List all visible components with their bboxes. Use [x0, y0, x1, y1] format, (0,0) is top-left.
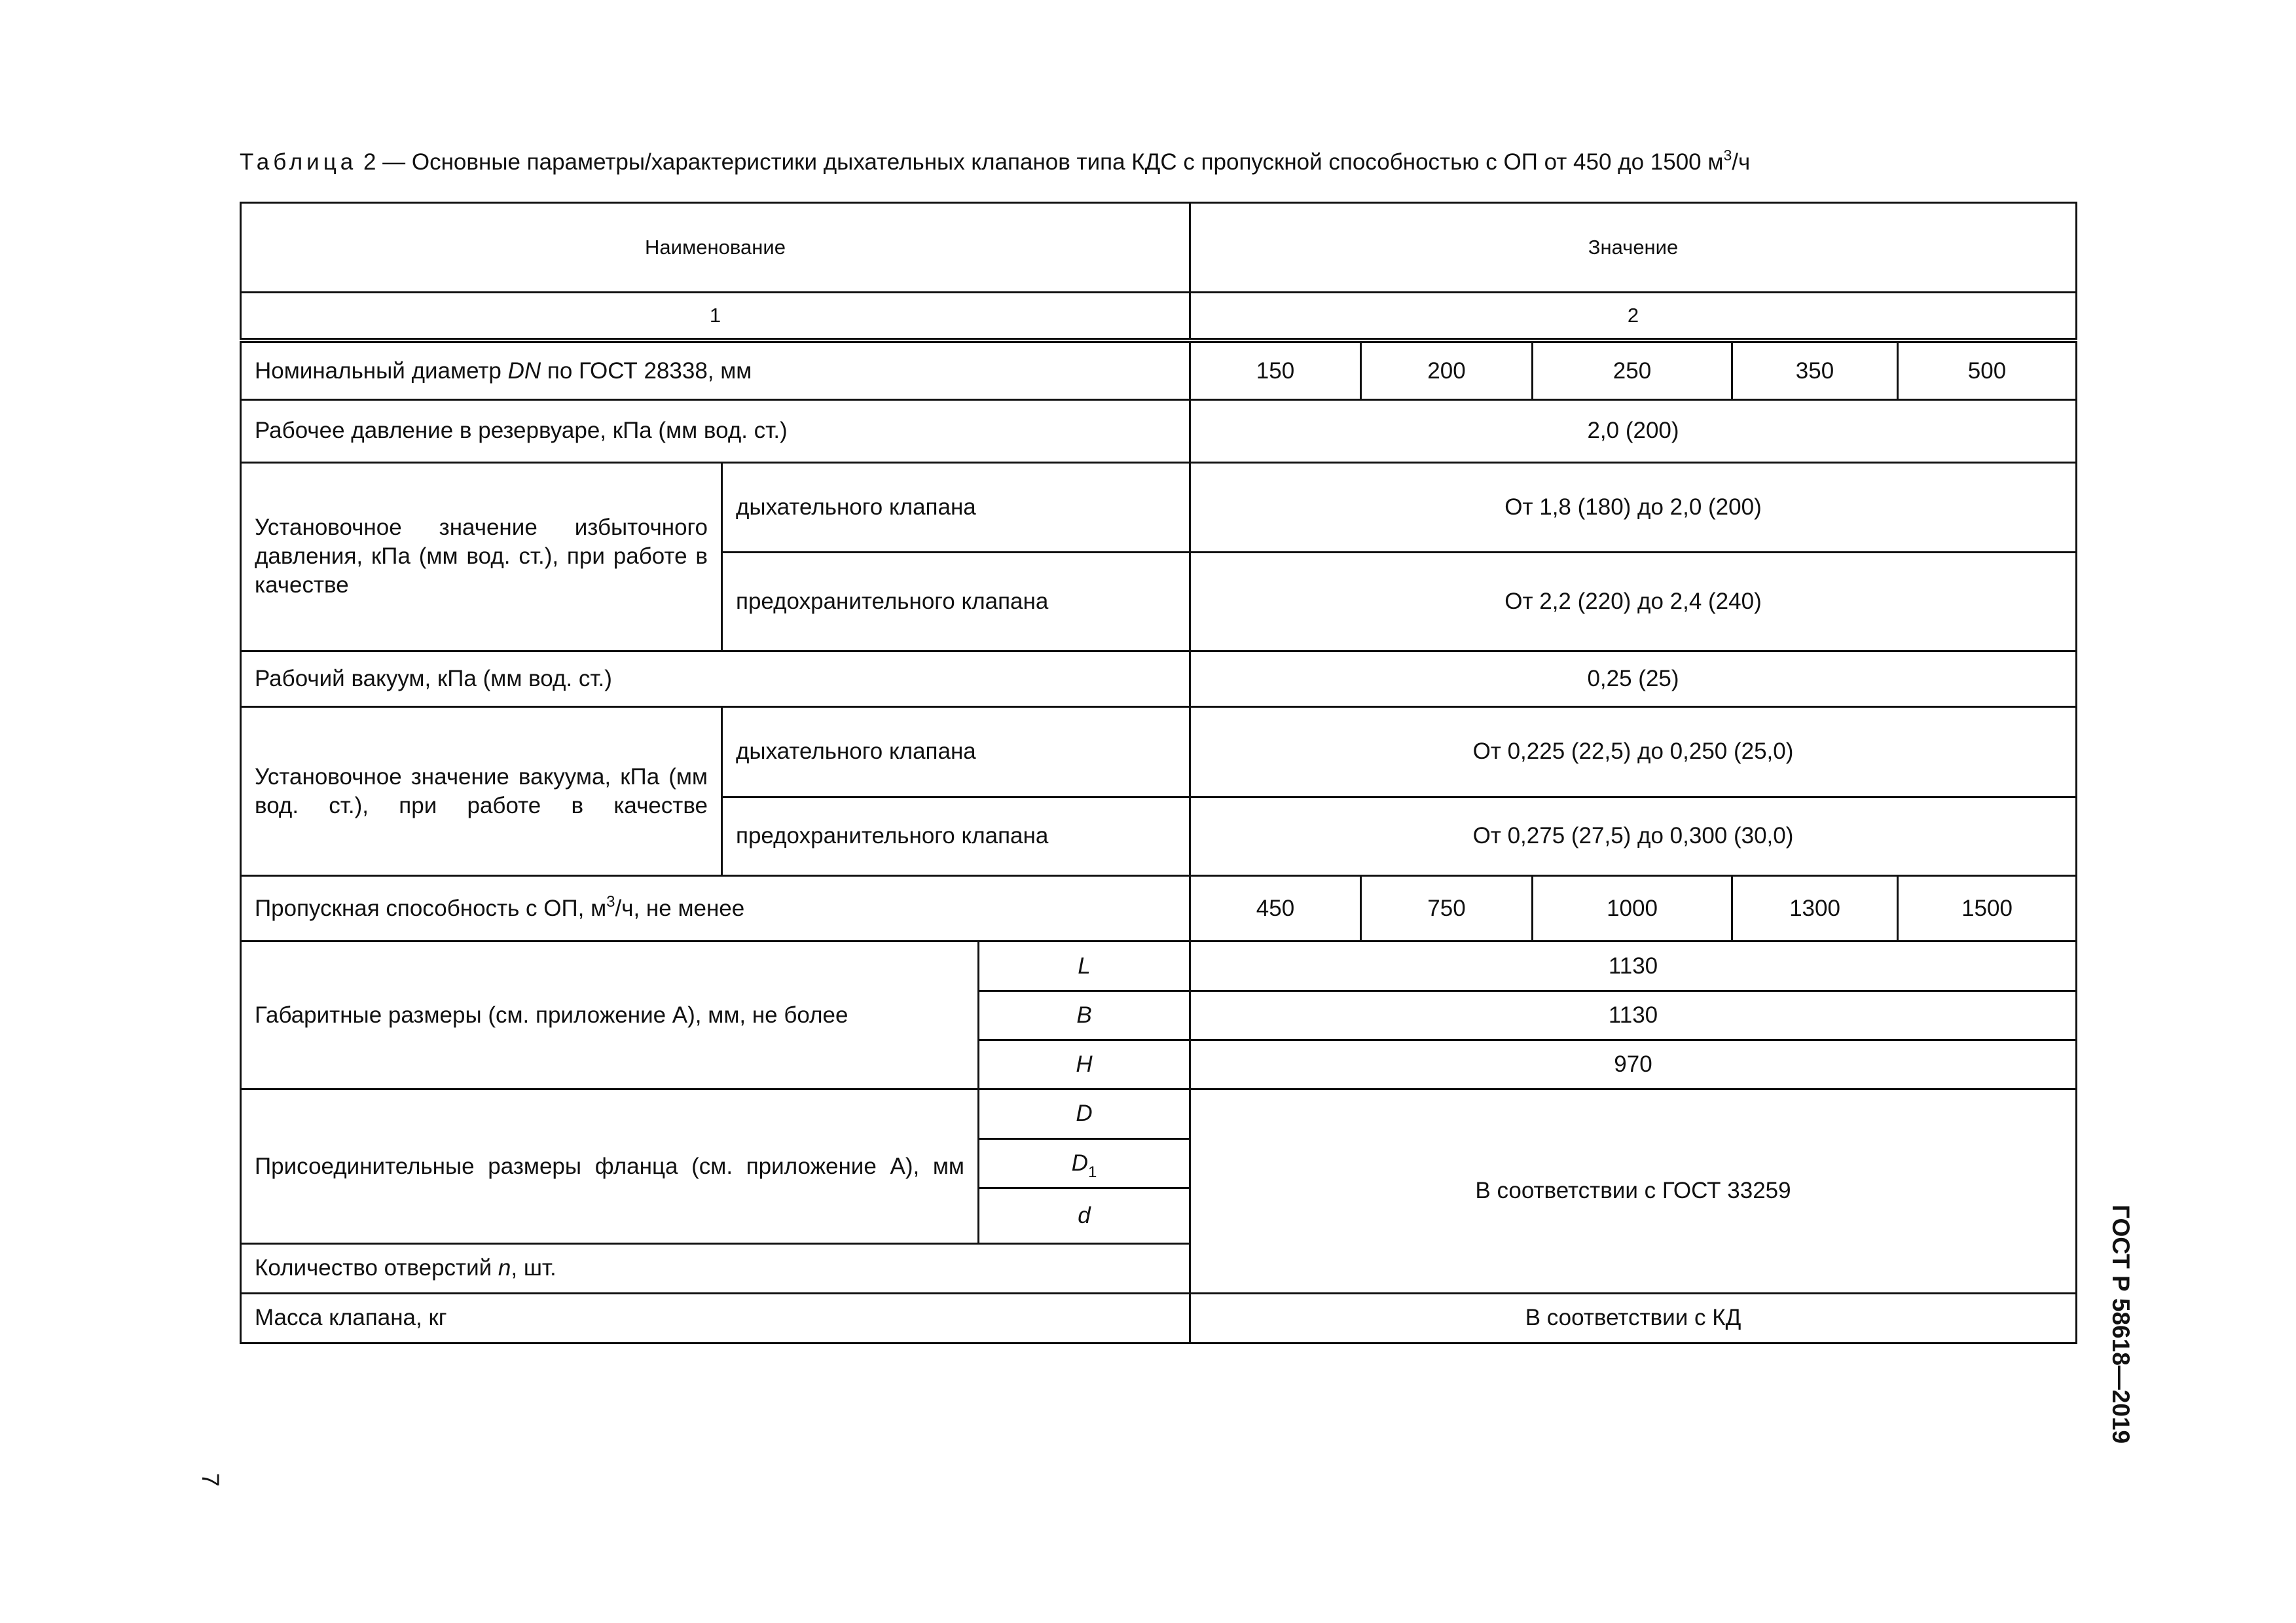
dn-label: [241, 340, 1190, 399]
capacity-value-2: 750: [1361, 876, 1533, 941]
holes-label-post: , шт.: [511, 1255, 556, 1281]
page-number: 7: [197, 1473, 224, 1487]
flange-symbol-D1: [979, 1139, 1190, 1188]
document-standard-title: ГОСТ Р 58618—2019: [2107, 1205, 2134, 1444]
header-number-row: [241, 292, 2077, 340]
overpressure-label-text: Установочное значение избыточного давления, кПа (мм вод. ст.), при работе в качестве: [255, 515, 708, 598]
dn-value-4: 350: [1732, 340, 1898, 399]
capacity-value-3: 1000: [1533, 876, 1732, 941]
vacuum-safety-value: От 0,275 (27,5) до 0,300 (30,0): [1190, 797, 2077, 875]
capacity-label-post: /ч, не менее: [615, 895, 745, 921]
dimension-value-b: 1130: [1190, 991, 2077, 1040]
vacuum-setting-row-1: [241, 707, 2077, 797]
vacuum-safety-label: предохранительного клапана: [722, 797, 1190, 875]
working-vacuum-row: [241, 651, 2077, 706]
mass-row: [241, 1293, 2077, 1343]
header-num-2: 2: [1190, 292, 2077, 340]
dn-value-5: 500: [1898, 340, 2077, 399]
flange-symbol-D: D: [979, 1089, 1190, 1139]
header-name-cell: Наименование: [241, 203, 1190, 293]
capacity-value-4: 1300: [1732, 876, 1898, 941]
flange-row-d-upper: [241, 1089, 2077, 1139]
working-vacuum-value: 0,25 (25): [1190, 651, 2077, 706]
capacity-label-sup: 3: [606, 892, 615, 911]
dimensions-row-l: [241, 941, 2077, 991]
holes-label-pre: Количество отверстий: [255, 1255, 498, 1281]
capacity-value-1: 450: [1190, 876, 1361, 941]
flange-symbol-d: d: [979, 1188, 1190, 1243]
dn-value-3: 250: [1533, 340, 1732, 399]
header-value-cell: Значение: [1190, 203, 2077, 293]
dimension-value-l: 1130: [1190, 941, 2077, 991]
overpressure-breathing-value: От 1,8 (180) до 2,0 (200): [1190, 462, 2077, 553]
flange-symbol-D1-main: D: [1071, 1150, 1088, 1176]
dn-label-pre: Номинальный диаметр: [255, 357, 508, 384]
dimension-value-h: 970: [1190, 1040, 2077, 1089]
vacuum-setting-label-text: Установочное значение вакуума, кПа (мм вод. ст.), при работе в качестве: [255, 763, 708, 818]
table-caption: [240, 149, 1750, 175]
dn-label-post: по ГОСТ 28338, мм: [541, 357, 752, 384]
capacity-row: [241, 876, 2077, 941]
dimensions-label: Габаритные размеры (см. приложение А), мм, не более: [241, 941, 979, 1089]
header-num-1: 1: [241, 292, 1190, 340]
overpressure-breathing-label: дыхательного клапана: [722, 462, 1190, 553]
flange-value: В соответствии с ГОСТ 33259: [1190, 1089, 2077, 1293]
working-pressure-label: Рабочее давление в резервуаре, кПа (мм вод. ст.): [241, 400, 1190, 462]
header-row: [241, 203, 2077, 293]
working-pressure-value: 2,0 (200): [1190, 400, 2077, 462]
dn-value-2: 200: [1361, 340, 1533, 399]
mass-label: Масса клапана, кг: [241, 1293, 1190, 1343]
overpressure-row-1: [241, 462, 2077, 553]
capacity-value-5: 1500: [1898, 876, 2077, 941]
capacity-label: [241, 876, 1190, 941]
mass-value: В соответствии с КД: [1190, 1293, 2077, 1343]
working-vacuum-label: Рабочий вакуум, кПа (мм вод. ст.): [241, 651, 1190, 706]
dimension-symbol-h: H: [979, 1040, 1190, 1089]
vacuum-breathing-value: От 0,225 (22,5) до 0,250 (25,0): [1190, 707, 2077, 797]
dn-label-symbol: DN: [507, 357, 541, 384]
overpressure-safety-label: предохранительного клапана: [722, 553, 1190, 651]
holes-label: [241, 1244, 1190, 1293]
caption-text: 2 — Основные параметры/характеристики дыхательных клапанов типа КДС с пропускной способностью с ОП от 450 до 1500 м: [357, 149, 1724, 175]
dimension-symbol-b: B: [979, 991, 1190, 1040]
holes-label-symbol: n: [498, 1255, 511, 1281]
flange-label-text: Присоединительные размеры фланца (см. приложение А), мм: [255, 1153, 964, 1179]
dimension-symbol-l: L: [979, 941, 1190, 991]
working-pressure-row: [241, 400, 2077, 462]
flange-symbol-D1-sub: 1: [1087, 1163, 1097, 1181]
flange-label: [241, 1089, 979, 1244]
vacuum-breathing-label: дыхательного клапана: [722, 707, 1190, 797]
parameters-table: [240, 202, 2077, 1344]
caption-sup: 3: [1723, 147, 1732, 164]
overpressure-safety-value: От 2,2 (220) до 2,4 (240): [1190, 553, 2077, 651]
caption-tail: /ч: [1732, 149, 1751, 175]
dn-row: [241, 340, 2077, 399]
capacity-label-pre: Пропускная способность с ОП, м: [255, 895, 607, 921]
overpressure-label: [241, 462, 722, 651]
vacuum-setting-label: [241, 707, 722, 876]
dn-value-1: 150: [1190, 340, 1361, 399]
caption-word: Таблица: [240, 149, 357, 175]
